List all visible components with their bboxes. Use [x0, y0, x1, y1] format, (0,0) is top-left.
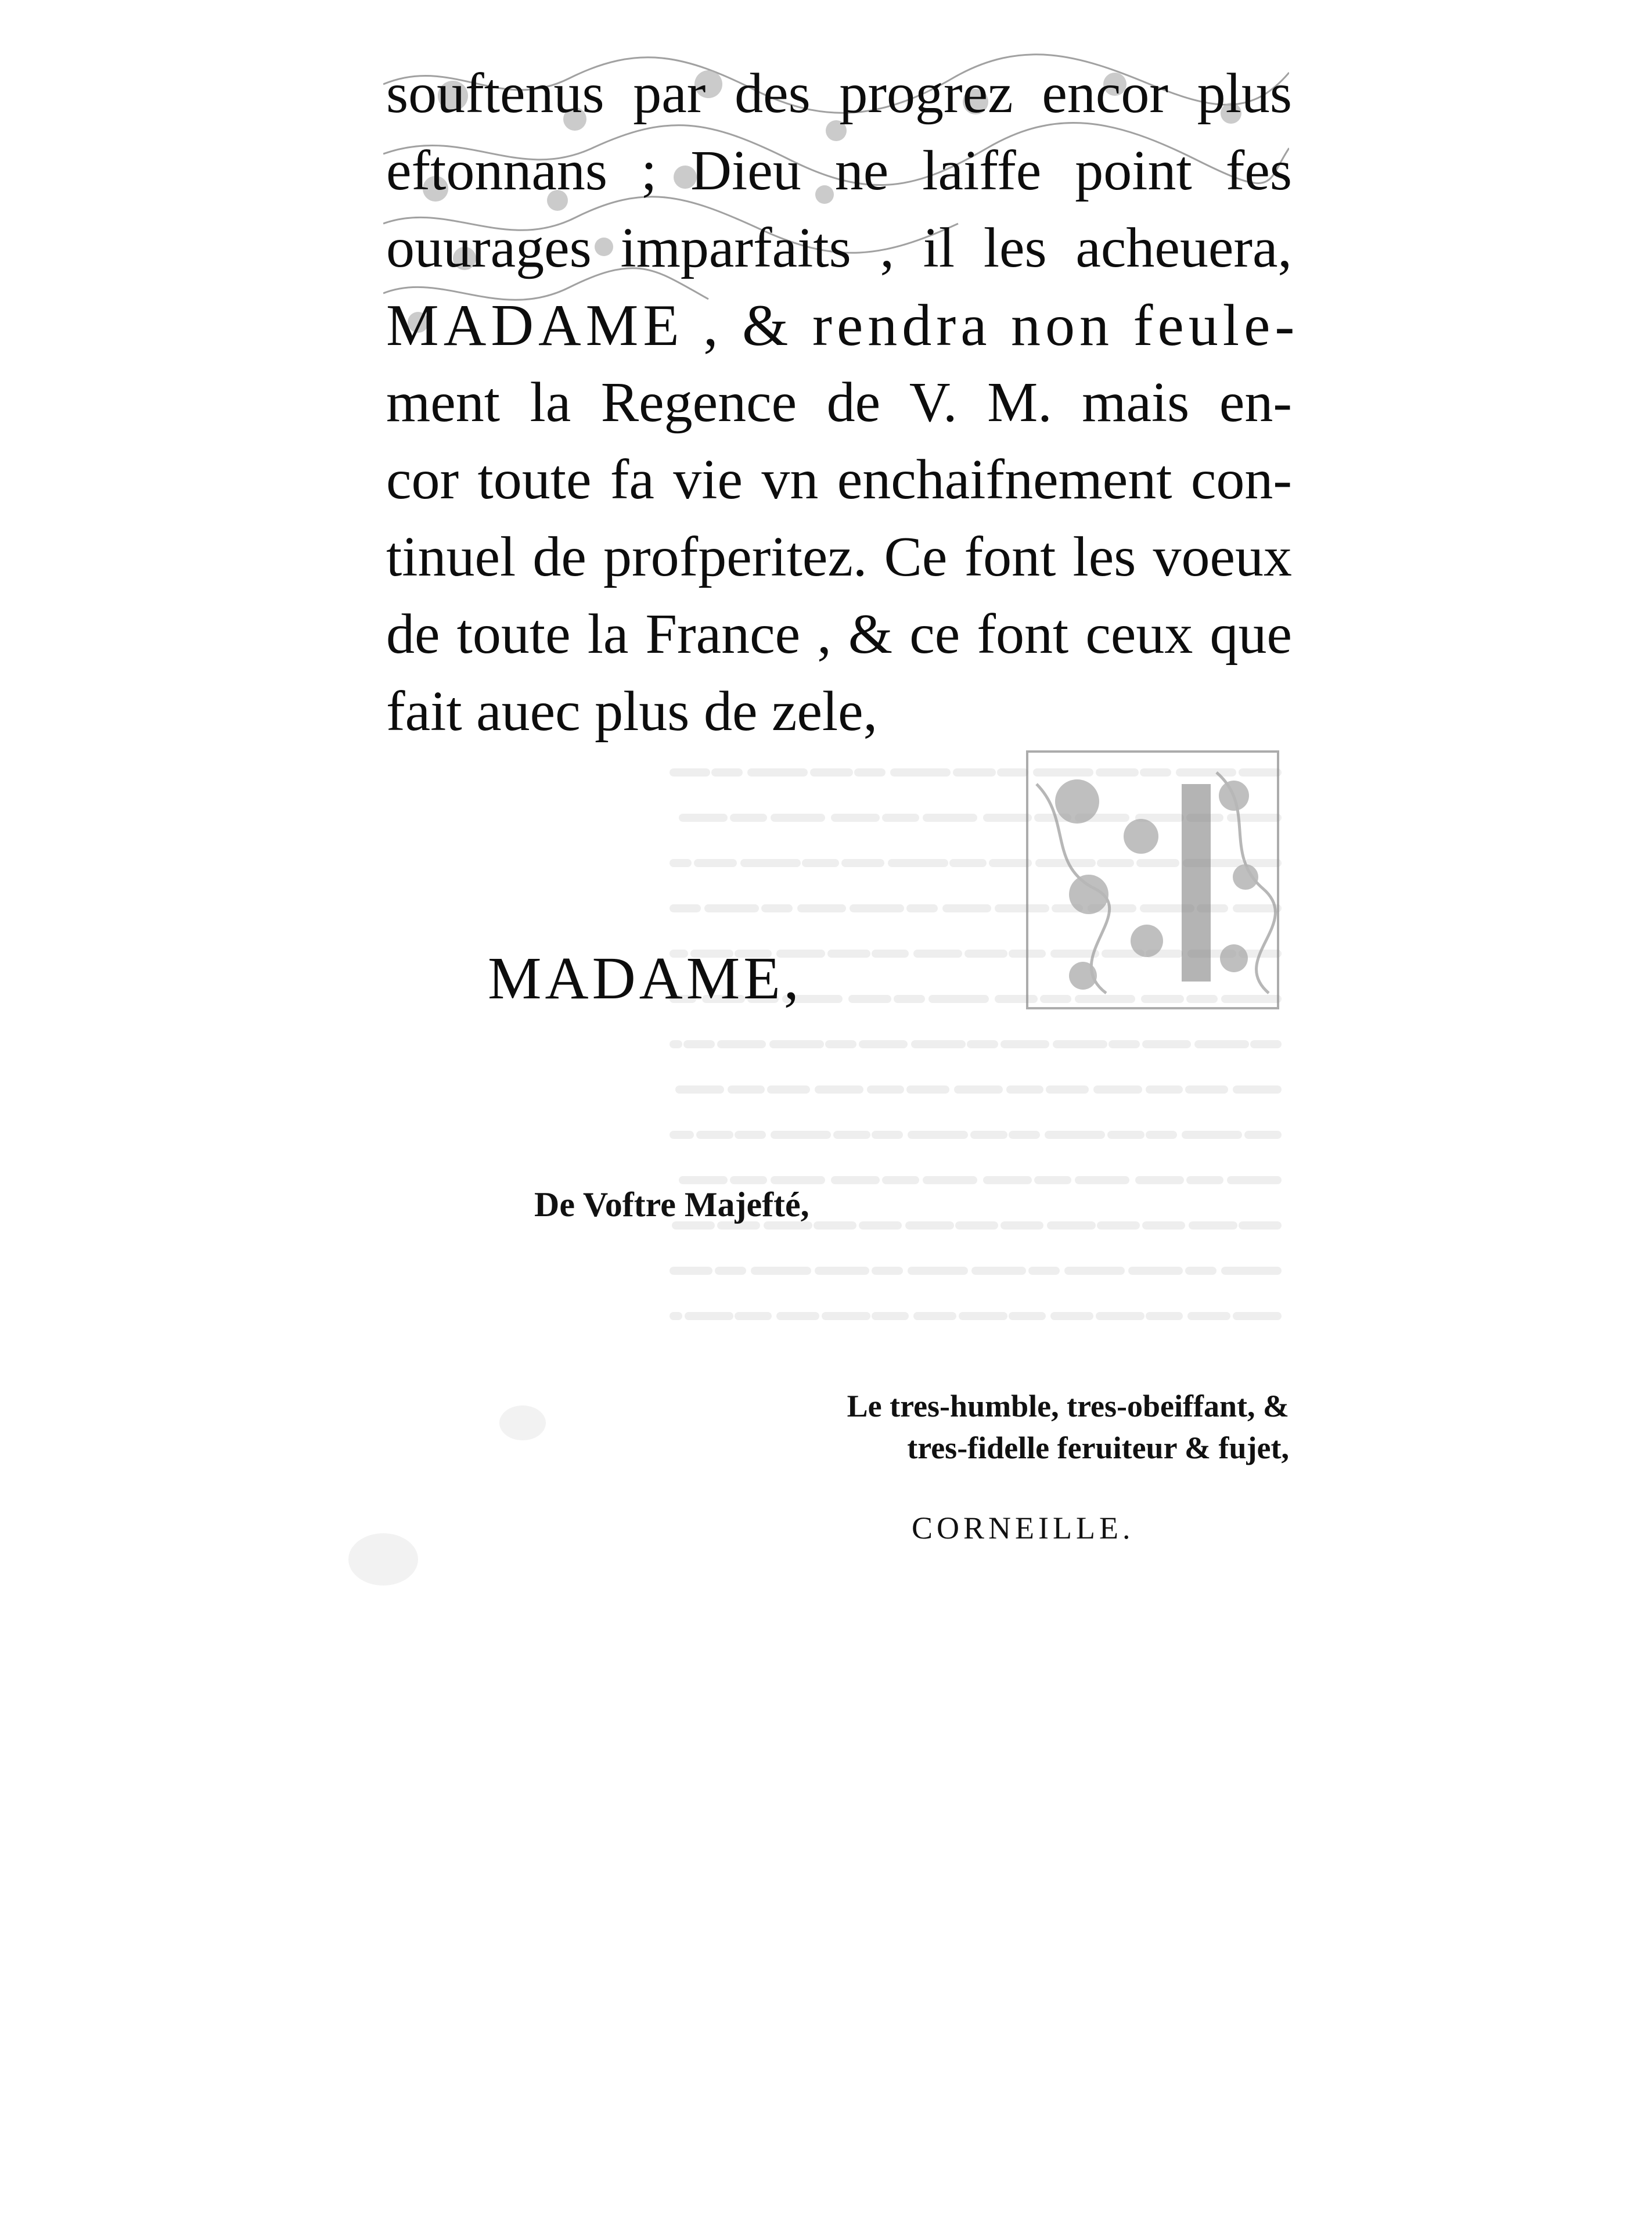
signoff — [766, 1385, 1289, 1469]
body-line: eftonnans ; Dieu ne laiffe point fes — [386, 139, 1292, 202]
paper-stain — [499, 1405, 546, 1440]
body-line: fait auec plus de zele, — [386, 680, 878, 743]
signoff-line: Le tres-humble, tres-obeiffant, & — [847, 1389, 1289, 1423]
decorated-initial-ornament — [1025, 749, 1280, 1011]
body-line: MADAME , & rendra non feule- — [386, 293, 1300, 358]
signature: CORNEILLE. — [912, 1511, 1135, 1545]
body-line: de toute la France , & ce font ceux que — [386, 603, 1292, 666]
body-line: tinuel de profperitez. Ce font les voeux — [386, 526, 1292, 588]
body-line: souftenus par des progrez encor plus — [386, 62, 1292, 125]
closing-line: De Voftre Majefté, — [534, 1185, 809, 1224]
letter-body — [386, 55, 1300, 750]
body-line: ment la Regence de V. M. mais en- — [386, 371, 1292, 434]
salutation: MADAME, — [488, 945, 802, 1012]
signoff-line: tres-fidelle feruiteur & fujet, — [907, 1430, 1289, 1465]
body-line: ouurages imparfaits , il les acheuera, — [386, 217, 1292, 279]
paper-stain — [348, 1533, 418, 1586]
body-line: cor toute fa vie vn enchaifnement con- — [386, 448, 1292, 511]
